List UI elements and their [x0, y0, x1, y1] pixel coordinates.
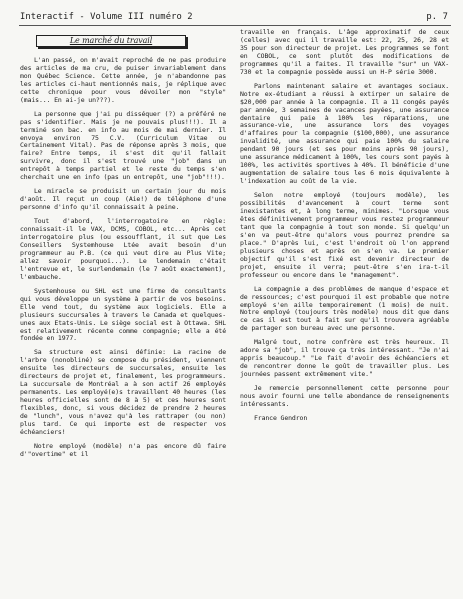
right-column [240, 29, 449, 429]
paragraph: Tout d'abord, l'interrogatoire en règle: connaissait-il le VAX, DCMS, COBOL, etc... Après cet interrogatoire plus (ou essoufflant, il sut que Les Conseillers Systemhouse Ltée avait besoin d'un programmeur au P.B. (ce qui veut dire au Plus Vite; allez savoir pourquoi...). Le lendemain c'était l'entrevue et, le surlendemain (le 7 août exactement), l'embauche. [20, 217, 226, 281]
paragraph: Sa structure est ainsi définie: La racine de l'arbre (nonobliné) se compose du président, viennent ensuite les directeurs de succursales, ensuite les directeurs de projet et, finalement, les programmeurs. La succursale de Montréal a à son actif 26 employés permanents. Les employé(e)s travaillent 40 heures (les heures officielles sont de 8 à 5) et ces heures sont flexibles, donc, si vous décidez de prendre 2 heures de "lunch", vous n'avez qu'à les rattraper (ou non) plus tard. Ce qui importe est de respecter vos échéanciers! [20, 348, 226, 436]
publication-title: Interactif - Volume III numéro 2 [20, 12, 193, 22]
article-title: Le marché du travail [69, 36, 153, 45]
article-title-box [36, 35, 186, 47]
paragraph: Le miracle se produisit un certain jour du mois d'août. Il reçut un coup (Aie!) de téléphone d'une personne d'info qu'il connaissait à peine. [20, 187, 226, 212]
paragraph: Systemhouse ou SHL est une firme de consultants qui vous développe un système à partir de vos besoins. Elle vend tout, du système aux logiciels. Elle a plusieurs succursales à travers le Canada et quelques-unes aux Etats-Unis. Le siège social est à Ottawa. SHL est relativement récente comme compagnie; elle a été fondée en 1977. [20, 286, 226, 343]
left-column [20, 35, 226, 465]
author-signature: France Gendron [254, 413, 308, 422]
paragraph: La compagnie a des problèmes de manque d'espace et de ressources; c'est pourquoi il est probable que notre employé s'en aille temporairement (1 mois) de nuit. Notre employé (toujours très modèle) nous dit que dans ce cas il est tout à fait sur qu'il trouvera agréable de partager son bureau avec une personne. [240, 284, 449, 333]
paragraph: Malgré tout, notre confrère est très heureux. Il adore sa "job", il trouve ça très intéressant. "Je n'ai appris beaucoup." "Le fait d'avoir des échéanciers et de rencontrer donne le goût de travailler plus. Les journées passent extrêmement vite." [240, 338, 449, 379]
paragraph: L'an passé, on m'avait reproché de ne pas produire des articles de ma cru, de puiser invariablement dans mon Québec Science. Cette année, je n'abandonne pas les articles ci-haut mentionnés mais, je réplique avec cette chronique pour vous dévoiler mon "style" (mais... En ai-je un???). [20, 55, 226, 104]
paragraph: Notre employé (modèle) n'a pas encore dû faire d'"overtime" et il [20, 441, 226, 458]
header-rule [19, 25, 451, 26]
paragraph: travaille en français. L'âge approximatif de ceux (celles) avec qui il travaille est: 22, 25, 26, 28 et 35 pour son directeur de projet. Les programmes se font en COBOL, ce sont plutôt des modifications de programmes qu'il a faites. Il travaille "sur" un VAX-730 et la compagnie possède aussi un H-P série 3000. [240, 28, 449, 76]
paragraph: Je remercie personnellement cette personne pour nous avoir fourni une telle abondance de renseignements intéressants. [240, 384, 449, 408]
paragraph: Parlons maintenant salaire et avantages sociaux. Notre ex-étudiant a réussi à extirper un salaire de $20,000 par année à la compagnie. Il a 11 congés payés par année, 3 semaines de vacances payées, une assurance dentaire qui paie à 100% les réparations, une assurance-vie, une assurance lors des voyages d'affaires pour la compagnie ($100,000), une assurance invalidité, une assurance qui paie 100% du salaire pendant 90 jours (et ses pour moins après 90 jours), une assurance médicament à 100%, les cours sont payés à 100%, les activités sportives à 40%. Il bénéficie d'une augmentation de salaire tous les 6 mois équivalente à l'indexation au coût de la vie. [240, 81, 449, 186]
paragraph: La personne que j'ai pu disséquer (?) a préféré ne pas s'identifier. Mais je ne pouvais plus!!!). Il a terminé son bac. en info au mois de mai dernier. Il envoya environ 75 C.V. (Curriculum Vitae ou Certainement Vital). Pas de réponse après 3 mois, que faire? Entre temps, il s'est dit qu'il fallait survivre, donc il s'est trouvé une "job" dans un entrepôt à temps partiel et le reste du temps s'en cherchait une en info (pas un entrepôt, une "job"!!!). [20, 109, 226, 182]
page-header [20, 12, 448, 22]
page-number: p. 7 [426, 12, 448, 22]
paragraph: Selon notre employé (toujours modèle), les possibilités d'avancement à court terme sont inexistantes et, à long terme, minimes. "Lorsque vous êtes définitivement programmeur vous restez programmeur tant que la compagnie à tout son monde. Si quelqu'un s'en va peut-être qu'alors vous pourrez prendre sa place." D'après lui, c'est l'endroit où l'on apprend plusieurs choses et après on s'en va. Le premier objectif qu'il s'est fixé est devenir directeur de projet, ensuite il verra; peut-être s'en ira-t-il professeur ou encore dans le "management". [240, 191, 449, 279]
